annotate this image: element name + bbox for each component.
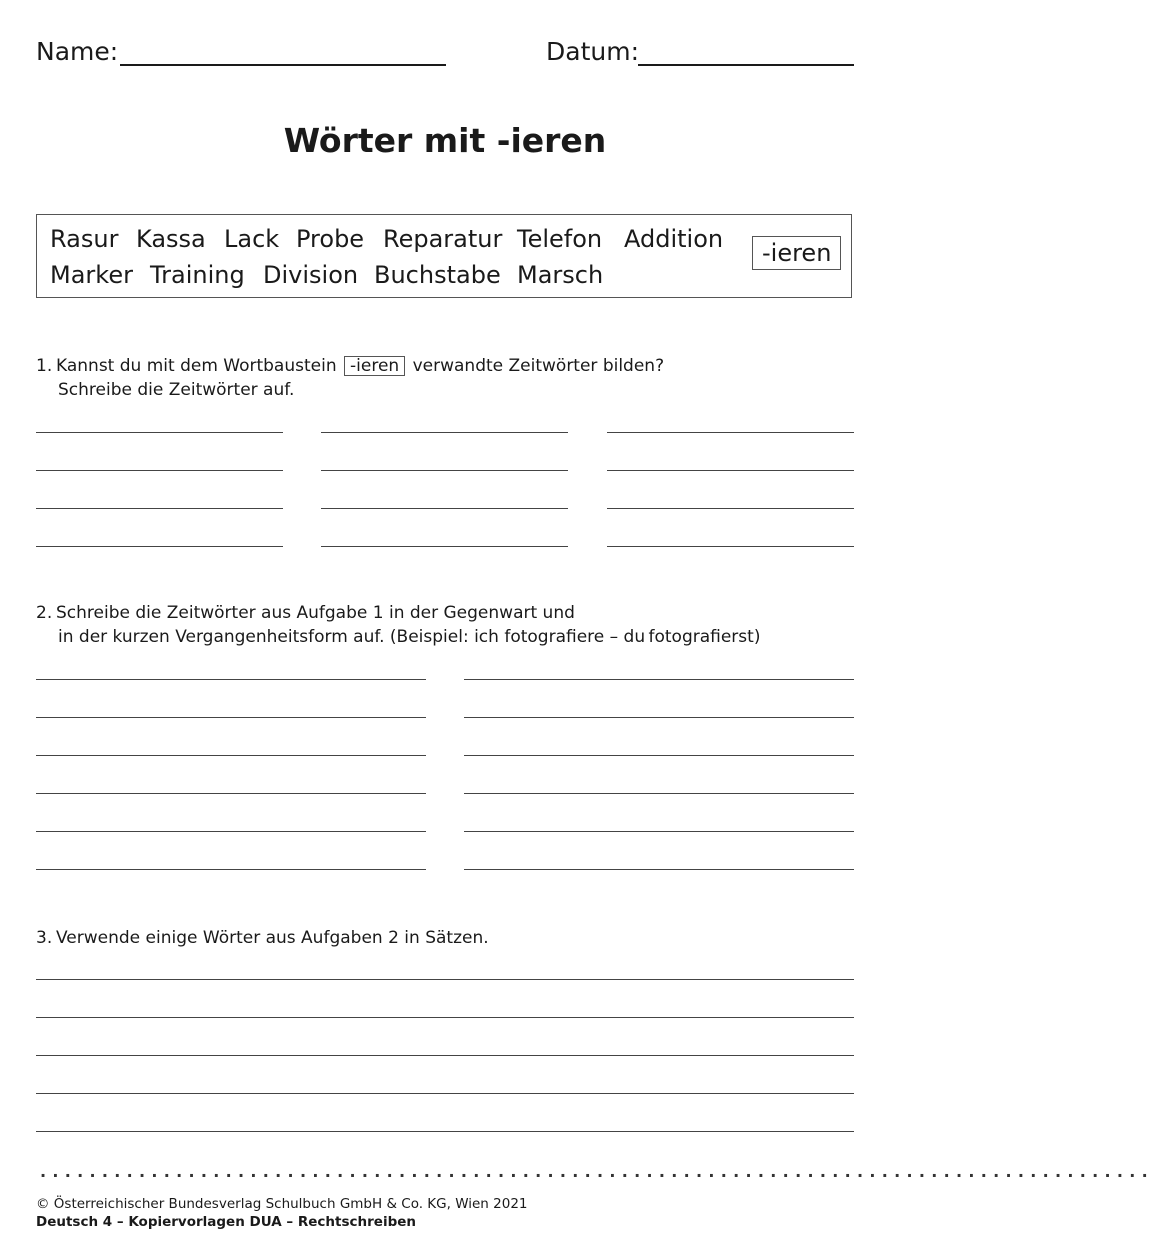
task-2-answer-line[interactable]	[36, 679, 426, 680]
task-2-number: 2.	[36, 603, 53, 623]
word-item: Reparatur	[383, 225, 503, 253]
date-label: Datum:	[546, 37, 639, 66]
word-item: Probe	[296, 225, 365, 253]
word-item: Telefon	[517, 225, 603, 253]
task-2-answer-line[interactable]	[36, 831, 426, 832]
task-1-instruction	[36, 355, 664, 378]
task-2-answer-line[interactable]	[464, 869, 854, 870]
word-item: Rasur	[50, 225, 119, 253]
word-item: Division	[263, 261, 359, 289]
word-item: Marker	[50, 261, 133, 289]
task-1-answer-line[interactable]	[321, 432, 568, 433]
task-2-answer-line[interactable]	[464, 755, 854, 756]
suffix-badge: -ieren	[752, 236, 841, 270]
dotted-separator: ··························································································	[40, 1166, 1154, 1185]
word-item: Buchstabe	[374, 261, 501, 289]
task-1-answer-line[interactable]	[321, 546, 568, 547]
task-3-answer-line[interactable]	[36, 1055, 854, 1056]
task-2-answer-line[interactable]	[36, 793, 426, 794]
task-2-instruction	[36, 602, 575, 625]
name-field-line[interactable]	[120, 64, 446, 66]
task-2-answer-line[interactable]	[36, 717, 426, 718]
task-3-text: Verwende einige Wörter aus Aufgaben 2 in Sätzen.	[56, 928, 489, 948]
task-1-answer-line[interactable]	[321, 470, 568, 471]
word-item: Marsch	[517, 261, 604, 289]
task-1-answer-line[interactable]	[36, 470, 283, 471]
word-item: Kassa	[136, 225, 206, 253]
task-2-answer-line[interactable]	[464, 793, 854, 794]
task-1-answer-line[interactable]	[36, 508, 283, 509]
task-1-text-after: verwandte Zeitwörter bilden?	[412, 356, 665, 376]
task-1-answer-line[interactable]	[607, 508, 854, 509]
task-2-answer-line[interactable]	[36, 869, 426, 870]
footer-series: Deutsch 4 – Kopiervorlagen DUA – Rechtschreiben	[36, 1214, 417, 1230]
task-2-answer-line[interactable]	[464, 831, 854, 832]
task-3-answer-line[interactable]	[36, 1093, 854, 1094]
task-1-answer-line[interactable]	[607, 432, 854, 433]
task-2-answer-line[interactable]	[36, 755, 426, 756]
word-item: Training	[150, 261, 245, 289]
task-3-answer-line[interactable]	[36, 979, 854, 980]
task-3-instruction	[36, 927, 489, 950]
task-1-answer-line[interactable]	[36, 546, 283, 547]
word-item: Lack	[224, 225, 280, 253]
task-1-answer-line[interactable]	[321, 508, 568, 509]
word-item: Addition	[624, 225, 724, 253]
task-3-answer-line[interactable]	[36, 1017, 854, 1018]
task-2-line1: Schreibe die Zeitwörter aus Aufgabe 1 in der Gegenwart und	[56, 603, 575, 623]
task-1-number: 1.	[36, 356, 53, 376]
date-field-line[interactable]	[638, 64, 854, 66]
task-3-answer-line[interactable]	[36, 1131, 854, 1132]
task-1-answer-line[interactable]	[607, 470, 854, 471]
footer-copyright: © Österreichischer Bundesverlag Schulbuch GmbH & Co. KG, Wien 2021	[36, 1196, 528, 1212]
name-label: Name:	[36, 37, 119, 66]
task-1-line2: Schreibe die Zeitwörter auf.	[58, 380, 295, 400]
task-2-answer-line[interactable]	[464, 717, 854, 718]
word-bank-box	[36, 214, 852, 298]
task-3-number: 3.	[36, 928, 53, 948]
task-1-text-before: Kannst du mit dem Wortbaustein	[56, 356, 337, 376]
task-2-answer-line[interactable]	[464, 679, 854, 680]
task-2-line2: in der kurzen Vergangenheitsform auf. (Beispiel: ich fotografiere – du fotografierst)	[58, 627, 761, 647]
task-1-answer-line[interactable]	[36, 432, 283, 433]
task-1-answer-line[interactable]	[607, 546, 854, 547]
page-title: Wörter mit -ieren	[283, 121, 607, 160]
task-1-suffix-box: -ieren	[344, 356, 405, 376]
